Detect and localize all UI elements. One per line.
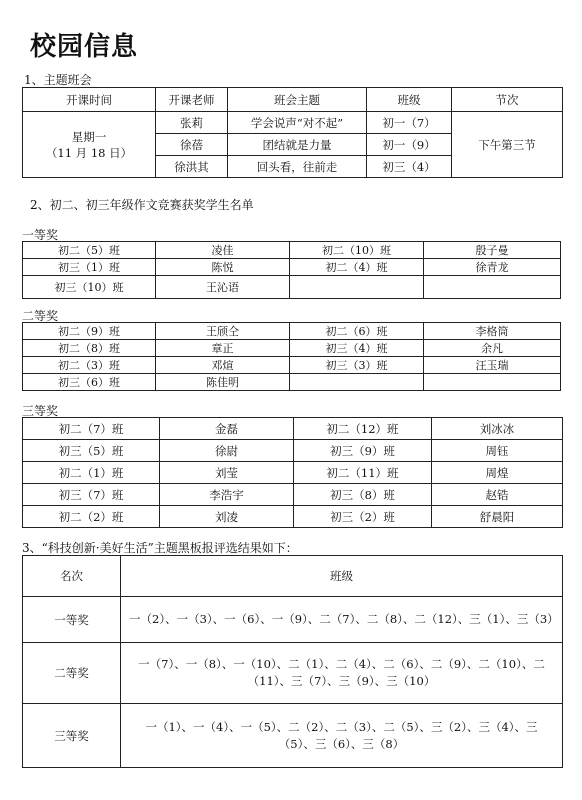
- class-cell: 初一（9）: [367, 134, 452, 156]
- class-cell: 初二（6）班: [290, 323, 424, 340]
- theme-cell: 团结就是力量: [228, 134, 367, 156]
- table-row: [23, 323, 561, 340]
- student-cell: 殷子曼: [424, 242, 561, 259]
- section-3-heading: 3、“科技创新·美好生活”主题黑板报评选结果如下：: [22, 541, 298, 555]
- class-cell: 初三（10）班: [23, 276, 156, 299]
- date-cell: [23, 112, 156, 178]
- student-cell: 邓煊: [156, 357, 290, 374]
- header-cell: 班级: [367, 88, 452, 112]
- student-cell: 汪玉瑞: [424, 357, 561, 374]
- student-cell: 徐青龙: [424, 259, 561, 276]
- student-cell: 刘冰冰: [432, 418, 563, 440]
- table-row: [23, 374, 561, 391]
- class-cell: 初二（3）班: [23, 357, 156, 374]
- table-row: [23, 462, 563, 484]
- period-cell: 下午第三节: [452, 112, 563, 178]
- table-row: [23, 704, 563, 768]
- table-row: [23, 357, 561, 374]
- class-cell: 初二（12）班: [294, 418, 432, 440]
- header-cell: 班级: [121, 556, 563, 597]
- table-row: [23, 276, 561, 299]
- student-cell: 赵锆: [432, 484, 563, 506]
- class-cell: 初三（7）班: [23, 484, 160, 506]
- rank-cell: 二等奖: [23, 643, 121, 704]
- first-prize-table: [22, 241, 561, 299]
- student-cell: 刘凌: [160, 506, 294, 528]
- student-cell: 陈悦: [156, 259, 290, 276]
- class-cell: 初二（8）班: [23, 340, 156, 357]
- class-cell: 初二（7）班: [23, 418, 160, 440]
- date-weekday: 星期一: [71, 129, 107, 144]
- table-row: [23, 597, 563, 643]
- blackboard-results-table: [22, 555, 563, 768]
- student-cell: 舒晨阳: [432, 506, 563, 528]
- classes-cell: 一（7）、一（8）、一（10）、二（1）、二（4）、二（6）、二（9）、二（10）、二（11）、三（7）、三（9）、三（10）: [121, 643, 563, 704]
- date-day: （11 月 18 日）: [45, 145, 133, 160]
- section-2-heading: 2、初二、初三年级作文竞赛获奖学生名单: [30, 198, 254, 212]
- table-row: [23, 259, 561, 276]
- header-cell: 节次: [452, 88, 563, 112]
- student-cell: [424, 374, 561, 391]
- class-cell: 初三（2）班: [294, 506, 432, 528]
- class-cell: 初三（3）班: [290, 357, 424, 374]
- student-cell: 李浩宇: [160, 484, 294, 506]
- student-cell: 凌佳: [156, 242, 290, 259]
- table-row: [23, 643, 563, 704]
- class-cell: 初二（9）班: [23, 323, 156, 340]
- class-cell: 初二（2）班: [23, 506, 160, 528]
- theme-cell: 回头看，往前走: [228, 156, 367, 178]
- student-cell: 徐尉: [160, 440, 294, 462]
- rank-cell: 一等奖: [23, 597, 121, 643]
- class-cell: 初三（8）班: [294, 484, 432, 506]
- rank-cell: 三等奖: [23, 704, 121, 768]
- student-cell: 刘莹: [160, 462, 294, 484]
- third-prize-table: [22, 417, 563, 528]
- class-cell: 初三（9）班: [294, 440, 432, 462]
- table-row: [23, 484, 563, 506]
- class-cell: 初二（11）班: [294, 462, 432, 484]
- student-cell: 李格筒: [424, 323, 561, 340]
- first-prize-label: 一等奖: [22, 228, 59, 242]
- table-row: [23, 242, 561, 259]
- student-cell: 周煌: [432, 462, 563, 484]
- class-cell: 初二（4）班: [290, 259, 424, 276]
- third-prize-label: 三等奖: [22, 404, 59, 418]
- table-row: [23, 440, 563, 462]
- theme-cell: 学会说声“对不起”: [228, 112, 367, 134]
- table-row: [23, 506, 563, 528]
- class-cell: 初三（4）班: [290, 340, 424, 357]
- student-cell: 周钰: [432, 440, 563, 462]
- table-row: [23, 340, 561, 357]
- class-cell: 初三（4）: [367, 156, 452, 178]
- table-row: [23, 418, 563, 440]
- second-prize-table: [22, 322, 561, 391]
- class-cell: 初二（5）班: [23, 242, 156, 259]
- teacher-cell: 徐洪其: [156, 156, 228, 178]
- table-row: [23, 112, 563, 134]
- classes-cell: 一（2）、一（3）、一（6）、一（9）、二（7）、二（8）、二（12）、三（1）、三（3）: [121, 597, 563, 643]
- class-cell: 初三（5）班: [23, 440, 160, 462]
- student-cell: [424, 276, 561, 299]
- class-cell: [290, 276, 424, 299]
- classes-cell: 一（1）、一（4）、一（5）、二（2）、二（3）、二（5）、三（2）、三（4）、三（5）、三（6）、三（8）: [121, 704, 563, 768]
- student-cell: 章正: [156, 340, 290, 357]
- class-cell: [290, 374, 424, 391]
- header-cell: 开课老师: [156, 88, 228, 112]
- page-title: 校园信息: [30, 32, 139, 62]
- class-cell: 初二（10）班: [290, 242, 424, 259]
- section-1-heading: 1、主题班会: [24, 73, 92, 87]
- header-cell: 开课时间: [23, 88, 156, 112]
- header-cell: 班会主题: [228, 88, 367, 112]
- class-cell: 初三（1）班: [23, 259, 156, 276]
- second-prize-label: 二等奖: [22, 309, 59, 323]
- class-cell: 初一（7）: [367, 112, 452, 134]
- student-cell: 余凡: [424, 340, 561, 357]
- class-cell: 初三（6）班: [23, 374, 156, 391]
- teacher-cell: 张莉: [156, 112, 228, 134]
- student-cell: 陈佳明: [156, 374, 290, 391]
- class-meeting-table: [22, 87, 563, 178]
- student-cell: 王沁语: [156, 276, 290, 299]
- teacher-cell: 徐蓓: [156, 134, 228, 156]
- table-header-row: [23, 556, 563, 597]
- table-header-row: [23, 88, 563, 112]
- header-cell: 名次: [23, 556, 121, 597]
- class-cell: 初二（1）班: [23, 462, 160, 484]
- student-cell: 王颀仝: [156, 323, 290, 340]
- student-cell: 金磊: [160, 418, 294, 440]
